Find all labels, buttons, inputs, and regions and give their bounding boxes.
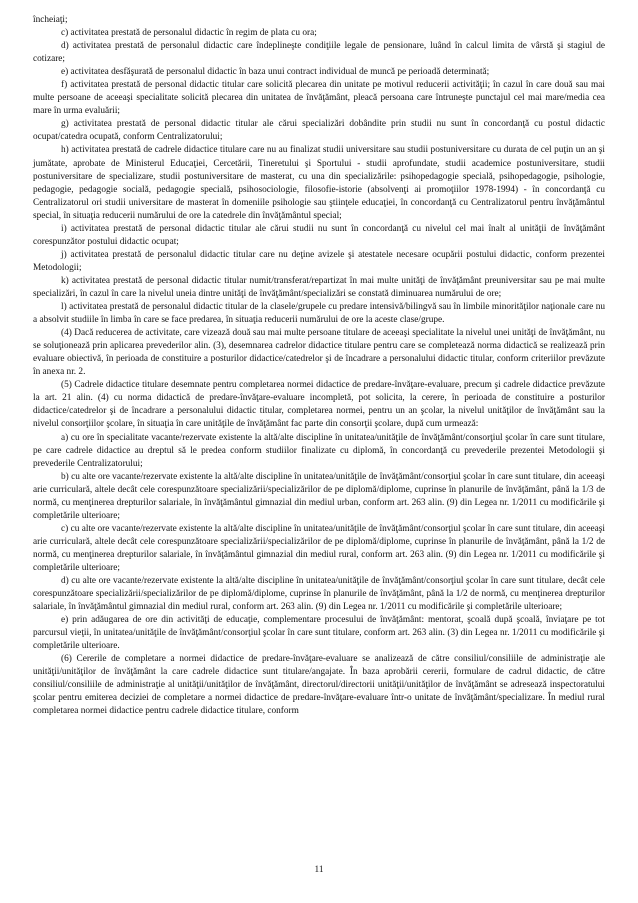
paragraph-item-d: d) activitatea prestată de personalul didactic care îndeplineşte condiţiile legale de pensionare, luând în calcul limita de vârstă şi stagiul de cotizare; bbox=[33, 41, 605, 65]
paragraph-item-5d: d) cu alte ore vacante/rezervate existente la altă/alte discipline în unitatea/unităţile de învăţământ/consorţiul şcolar în care sunt titulare, decât cele corespunzătoare specializării/specializărilor de pe diplomă/diplome, cuprinse în planurile de învăţământ, până la 1/2 de normă, cu menţinerea drepturilor salariale, în învăţământul gimnazial din mediul rural, conform art. 263 alin. (9) din Legea nr. 1/2011 cu modificările şi completările ulterioare; bbox=[33, 576, 605, 613]
paragraph-item-5c: c) cu alte ore vacante/rezervate existente la altă/alte discipline în unitatea/unităţile de învăţământ/consorţiul şcolar în care sunt titulare, din aceeaşi arie curriculară, altele decât cele corespunzătoare specializării/specializărilor de pe diplomă/diplome, cuprinse în planurile de învăţământ, până la 1/2 de normă, cu menţinerea drepturilor salariale, în învăţământul gimnazial din mediul rural, conform art. 263 alin. (9) din Legea nr. 1/2011 cu modificările şi completările ulterioare; bbox=[33, 523, 605, 573]
paragraph-item-i: i) activitatea prestată de personal didactic titular ale cărui studii nu sunt în concordanţă cu nivelul cel mai înalt al unităţii de învăţământ corespunzător postului didactic ocupat; bbox=[33, 223, 605, 247]
paragraph-item-e: e) activitatea desfăşurată de personalul didactic în baza unui contract individual de muncă pe perioadă determinată; bbox=[61, 67, 490, 78]
paragraph-section-6: (6) Cererile de completare a normei didactice de predare-învăţare-evaluare se analizează de către consiliul/consiliile de administraţie ale unităţii/unităţilor de învăţământ la care cadrele didactice sunt titulare/angajate. În baza aprobării cererii, formulare de cadrul didactic, de către consiliul/consiliile de administraţie al unităţii/unităţilor de învăţământ, directorul/directorii unităţii/unităţilor de învăţământ se adresează inspectoratului şcolar pentru emiterea deciziei de completare a normei didactice de predare-învăţare-evaluare într-o unitate de învăţământ/specializare. În mediul rural completarea normei didactice pentru cadrele didactice titulare, conform bbox=[33, 654, 605, 717]
paragraph-intro: încheiaţi; bbox=[33, 15, 68, 25]
paragraph-item-f: f) activitatea prestată de personal didactic titular care solicită plecarea din unitate pe motivul reducerii activităţii; în cazul în care două sau mai multe persoane de aceeaşi specialitate solicită plecarea din unitatea de învăţământ, pleacă persoana care întruneşte punctajul cel mai mare/media cea mare în urma evaluării; bbox=[33, 80, 605, 117]
paragraph-item-c: c) activitatea prestată de personalul didactic în regim de plata cu ora; bbox=[61, 28, 317, 39]
paragraph-section-4: (4) Dacă reducerea de activitate, care vizează două sau mai multe persoane titulare de aceeaşi specialitate la nivelul unei unităţi de învăţământ, nu se soluţionează prin aplicarea prevederilor alin. (3), desemnarea cadrelor didactice titulare pentru care se completează norma didactică se realizează prin evaluare obiectivă, în perioada de constituire a posturilor didactice/catedrelor şi de încadrare a personalului didactic titular, conform criteriilor prevăzute în anexa nr. 2. bbox=[33, 328, 605, 378]
paragraph-item-5e: e) prin adăugarea de ore din activităţi de educaţie, complementare procesului de învăţământ: mentorat, şcoală după şcoală, înviaţare pe tot parcursul vieţii, în unitatea/unităţile de învăţământ/consorţiul şcolar în care sunt titulare, conform art. 263 alin. (3) din Legea nr. 1/2011 cu modificările şi completările ulterioare. bbox=[33, 615, 605, 652]
paragraph-item-h: h) activitatea prestată de cadrele didactice titulare care nu au finalizat studii universitare sau studii postuniversitare cu durata de cel puţin un an şi jumătate, aprobate de Ministerul Educaţiei, Cercetării, Tineretului şi Sportului - studii aprofundate, studii academice postuniversitare, studii postuniversitare de specializare, studii postuniversitare de masterat, cu una din specializările: psihopedagogie specială, psihopedagogie, psihologie, pedagogie, pedagogie socială, pedagogie specială, psihosociologie, filosofie-istorie (absolvenţi ai promoţiilor 1978-1994) - în concordanţă cu Centralizatorul ori studii universitare de masterat în domeniile psihologie sau ştiinţele educaţiei, în concordanţă cu Centralizatorul pentru învăţământul special, în situaţia reducerii numărului de ore la catedrele din învăţământul special; bbox=[33, 145, 605, 221]
paragraph-item-l: l) activitatea prestată de personalul didactic titular de la clasele/grupele cu predare intensivă/bilingvă sau în limbile minorităţilor naţionale care nu a absolvit studiile în limba în care se face predarea, în situaţia reducerii numărului de ore la aceste clase/grupe. bbox=[33, 302, 605, 326]
page-number: 11 bbox=[314, 865, 324, 875]
paragraph-item-g: g) activitatea prestată de personal didactic titular ale cărui specializări dobândite prin studii nu sunt în concordanţă cu postul didactic ocupat/catedra ocupată, conform Centralizatorului; bbox=[33, 119, 605, 143]
document-body bbox=[33, 14, 605, 719]
paragraph-item-j: j) activitatea prestată de personalul didactic titular care nu deţine avizele şi atestatele necesare ocupării postului didactic, conform prezentei Metodologii; bbox=[33, 249, 605, 273]
paragraph-section-5: (5) Cadrele didactice titulare desemnate pentru completarea normei didactice de predare-învăţare-evaluare, precum şi cadrele didactice prevăzute la art. 21 alin. (4) cu norma didactică de predare-învăţare-evaluare incompletă, pot solicita, la cerere, în perioada de constituire a posturilor didactice/catedrelor şi de încadrare a personalului didactic titular, completarea normei, pentru un an şcolar, la nivelul unităţilor de învăţământ sau la nivelul consorţiilor şcolare, în situaţia în care unităţile de învăţământ fac parte din consorţii şcolare, după cum urmează: bbox=[33, 380, 605, 430]
paragraph-item-5b: b) cu alte ore vacante/rezervate existente la altă/alte discipline în unitatea/unităţile de învăţământ/consorţiul şcolar în care sunt titulare, din aceeaşi arie curriculară, altele decât cele corespunzătoare specializării/specializărilor de pe diplomă/diplome, cuprinse în planurile de învăţământ, până la 1/3 de normă, cu menţinerea drepturilor salariale, în învăţământul gimnazial din mediul urban, conform art. 263 alin. (9) din Legea nr. 1/2011 cu modificările şi completările ulterioare; bbox=[33, 471, 605, 521]
paragraph-item-5a: a) cu ore în specialitate vacante/rezervate existente la altă/alte discipline în unitatea/unităţile de învăţământ/consorţiul şcolar în care sunt titulare, pe care cadrele didactice au dreptul să le predea conform studiilor finalizate cu diplomă, în concordanţă cu prevederile prezentei Metodologii şi prevederile Centralizatorului; bbox=[33, 432, 605, 469]
paragraph-item-k: k) activitatea prestată de personal didactic titular numit/transferat/repartizat în mai multe unităţi de învăţământ preuniversitar sau pe mai multe specializări, în cazul în care la nivelul uneia dintre unităţi de învăţământ/specializări se constată diminuarea numărului de ore; bbox=[33, 275, 605, 299]
